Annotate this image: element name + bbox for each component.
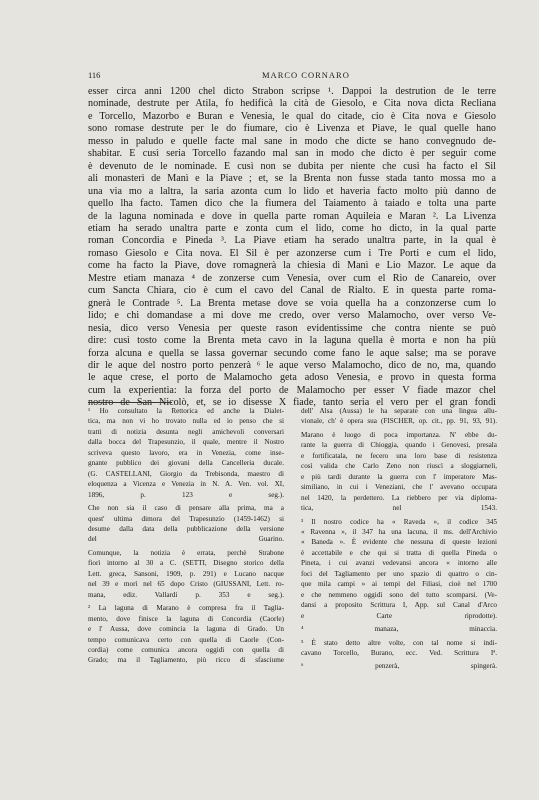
text-line: le aque crese, el porto de Malamocho geta adoso Venesia, e provo in questa forma <box>88 372 496 384</box>
footnote-line: fiorì intorno al 30 a C. (SETTI, Disegno storico della <box>88 559 284 568</box>
footnote-line: ⁶ penzerà, spingerà. <box>301 662 497 671</box>
text-line: cum la experientia: la forza del porto de Malamocho per esser V fiade mazor chel <box>88 384 496 396</box>
footnote-line: cavano Torcello, Burano, ecc. Ved. Scrittura Iª. <box>301 648 497 657</box>
text-line: cum Sancta Chiara, cio è cum el cavo del Canal de Rialto. E in questa parte roma- <box>88 285 496 297</box>
footnote-line: 1896, p. 123 e seg.). <box>88 490 284 499</box>
footnote-line: tempo comunicava certo con quella di Caorle (Con- <box>88 635 284 644</box>
text-line: roman Concordia e Pineda ³. La Piave etiam ha serado unaltra parte, in la qual è <box>88 235 496 247</box>
text-line: nesia, dico verso Venesia per queste rason evidentissime che contra niente se può <box>88 322 496 334</box>
footnote-line: e fortificatala, ne fecero una loro base di resistenza <box>301 451 497 460</box>
page-number: 116 <box>88 70 101 80</box>
footnote-line: gnante pubblico dei giovani della Cancelleria ducale. <box>88 459 284 468</box>
footnote-line: del Guarino. <box>88 535 284 544</box>
footnote-line: quest' ultima dimora del Trapesunzio (1459-1462) si <box>88 514 284 523</box>
text-line: shabitar. E cusì seria Torcello fazando mal san in modo che dicto è per seguir come <box>88 148 496 160</box>
footnote-line: scriveva questo lavoro, era in Venezia, come inse- <box>88 448 284 457</box>
footnote-line: Che non sia il caso di pensare alla prima, ma a <box>88 504 284 513</box>
footnote-line: que mila campi » ai tempi del Filiasi, cioè nel 1700 <box>301 580 497 589</box>
text-line: messo in paludo e quelle facte mal sane in modo che dicte se hano convegnudo de- <box>88 135 496 147</box>
footnote-line: Lett. greca, Sansoni, 1909, p. 291) e Lucano nacque <box>88 569 284 578</box>
footnote-line: (G. CASTELLANI, Giorgio da Trebisonda, maestro di <box>88 469 284 478</box>
text-line: dir le aque del nostro porto penzerà ⁶ le aque verso Malamocho, dico de no, ma, quando <box>88 359 496 371</box>
footnote-line: desume dalla data della pubblicazione della versione <box>88 524 284 533</box>
text-line: romaso Giesolo e Cita nova. El Sil è per azonzerse cum i Tre Porti e cum el lido, <box>88 247 496 259</box>
footnote-line: mento, dove finisce la laguna di Concordia (Caorle) <box>88 614 284 623</box>
text-line: è devenuto de le nominade. E cusì non se dubita per niente che cusì ha facto el Sil <box>88 160 496 172</box>
running-title: MARCO CORNARO <box>262 70 350 80</box>
footnote-line: è accettabile e che qui si tratta di quella Pineda o <box>301 548 497 557</box>
text-line: ali monasterì de Manì e la Piave ; et, se la Brenta non fusse stada tanto mossa mo a <box>88 173 496 185</box>
footnote-line: tica, ma non vi ho trovato nulla ed io penso che si <box>88 417 284 426</box>
footnotes-left-column <box>88 406 284 666</box>
footnote-line: Comunque, la notizia è errata, perchè Strabone <box>88 548 284 557</box>
text-line: come ha facto la Piave, dove romagnerà la chiesia di Manì e Lio Mazor. Le aque da <box>88 260 496 272</box>
footnote-line: similiano, in cui i Veneziani, che l' avevano occupata <box>301 483 497 492</box>
text-line: nostro de San Nicolò, et, se io disesse X fiade, tanto seria el vero per el gran fondi <box>88 397 496 409</box>
text-line: sono romase destrute per le do fiumare, cio è Livenza et Piave, le qual quelle hano <box>88 123 496 135</box>
text-line: nominade, destrute per Atila, fo hedificà la cità de Giesolo, e Cita nova dicta Recliana <box>88 98 496 110</box>
footnote-line: mana, ediz. Vallardi p. 353 e seg.). <box>88 590 284 599</box>
text-line: e Torcello, Mazorbo e Buran e Venesia, le qual do citade, cio è Cita nova e Giesolo <box>88 110 496 122</box>
footnote-line: « Baneda ». È evidente che nessuna di queste lezioni <box>301 538 497 547</box>
footnote-line: « Ravenna », il 347 ha una lacuna, il ms. dell'Archivio <box>301 527 497 536</box>
footnote-line: Marano è luogo di poca importanza. N' ebbe du- <box>301 430 497 439</box>
text-line: esser circa anni 1200 chel dicto Strabon scripse ¹. Dappoi la destrution de le terre <box>88 86 496 97</box>
footnote-line: ⁵ È stato detto altre volte, con tal nome si indi- <box>301 638 497 647</box>
footnote-line: foci del Tagliamento per uno spazio di quattro o cin- <box>301 569 497 578</box>
footnote-line: dansi a proposito Scrittura I, App. sul Canal d'Arco <box>301 601 497 610</box>
text-line: quello lha facto. Tamen dico che la fiumera del Taiamento à taiado e tolta una parte <box>88 198 496 210</box>
footnote-line: nel 1420, la perdettero. La riebbero per via diploma- <box>301 493 497 502</box>
footnotes-right-column <box>301 406 497 672</box>
footnote-line: cordia) come comunica ancora oggidì con quella di <box>88 645 284 654</box>
page-header <box>88 70 498 84</box>
text-line: Mestre etiam manaza ⁴ de zonzerse cum Venesia, over cum el Rio de Canareio, over <box>88 272 496 284</box>
footnote-line: Pineta, i cui avanzi vedevansi ancora « intorno alle <box>301 559 497 568</box>
text-line: lido; e chi domandase a mi dove me credo, over verso Malamocho, over verso Ve- <box>88 310 496 322</box>
footnote-line: e Carte riprodotte). <box>301 611 497 620</box>
footnote-line: tica, nel 1543. <box>301 504 497 513</box>
footnote-line: ⁴ manaza, minaccia. <box>301 625 497 634</box>
footnote-line: e più tardi durante la guerra con l' imperatore Mas- <box>301 472 497 481</box>
footnote-line: dell' Alsa (Aussa) le ha separate con una lingua allu- <box>301 407 497 415</box>
footnote-line: dalla bocca del Trapesunzio, il quale, mentre il Nostro <box>88 438 284 447</box>
text-line: etiam ha serado unaltra parte e zonta cum el lido, come ho dicto, in la qual parte <box>88 222 496 234</box>
footnote-line: ¹ Ho consultato la Rettorica ed anche la Dialet- <box>88 407 284 415</box>
footnote-line: e l' Aussa, dove comincia la laguna di Grado. Un <box>88 625 284 634</box>
footnote-line: eloquenza a Vicenza e Venezia in N. A. Ven. vol. XI, <box>88 480 284 489</box>
text-line: una via mo a laltra, la saria azonta cum lo lido et haveria facto molto più danno de <box>88 185 496 197</box>
footnote-separator <box>88 402 172 403</box>
footnote-line: tratti di notizia desunta negli amichevoli conversari <box>88 427 284 436</box>
footnote-line: così valida che Carlo Zeno non riuscì a sloggiarneli, <box>301 462 497 471</box>
text-line: de la laguna nominada e dove in quella parte roman Aquileia e Maran ². La Livenza <box>88 210 496 222</box>
footnote-line: nel 39 e morì nel 65 dopo Cristo (GIUSSANI, Lett. ro- <box>88 580 284 589</box>
footnote-line: vionale, ch' è opera sua (FISCHER, op. cit., pp. 91, 93, 91). <box>301 417 497 426</box>
footnote-line: ² La laguna di Marano è compresa fra il Taglia- <box>88 604 284 613</box>
footnote-line: rante la guerra di Chioggia, quando i Genovesi, presala <box>301 441 497 450</box>
text-line: forza alcuna e quella se lassa governar secundo come fano le aque salse; ma se porave <box>88 347 496 359</box>
footnote-line: e che nemmeno oggidì sono del tutto scomparsi. (Ve- <box>301 590 497 599</box>
footnote-line: ³ Il nostro codice ha « Raveda », il codice 345 <box>301 517 497 526</box>
text-line: gnerà le Contrade ⁵. La Brenta metase dove se voia quella ha a conzonzerse cum lo <box>88 297 496 309</box>
footnote-line: Grado; ma il Tagliamento, più ricco di sfasciume <box>88 656 284 665</box>
text-line: dire: cusì tosto come la Brenta meta cavo in la laguna quella è morta e non ha più <box>88 335 496 347</box>
main-text-body <box>88 86 496 410</box>
